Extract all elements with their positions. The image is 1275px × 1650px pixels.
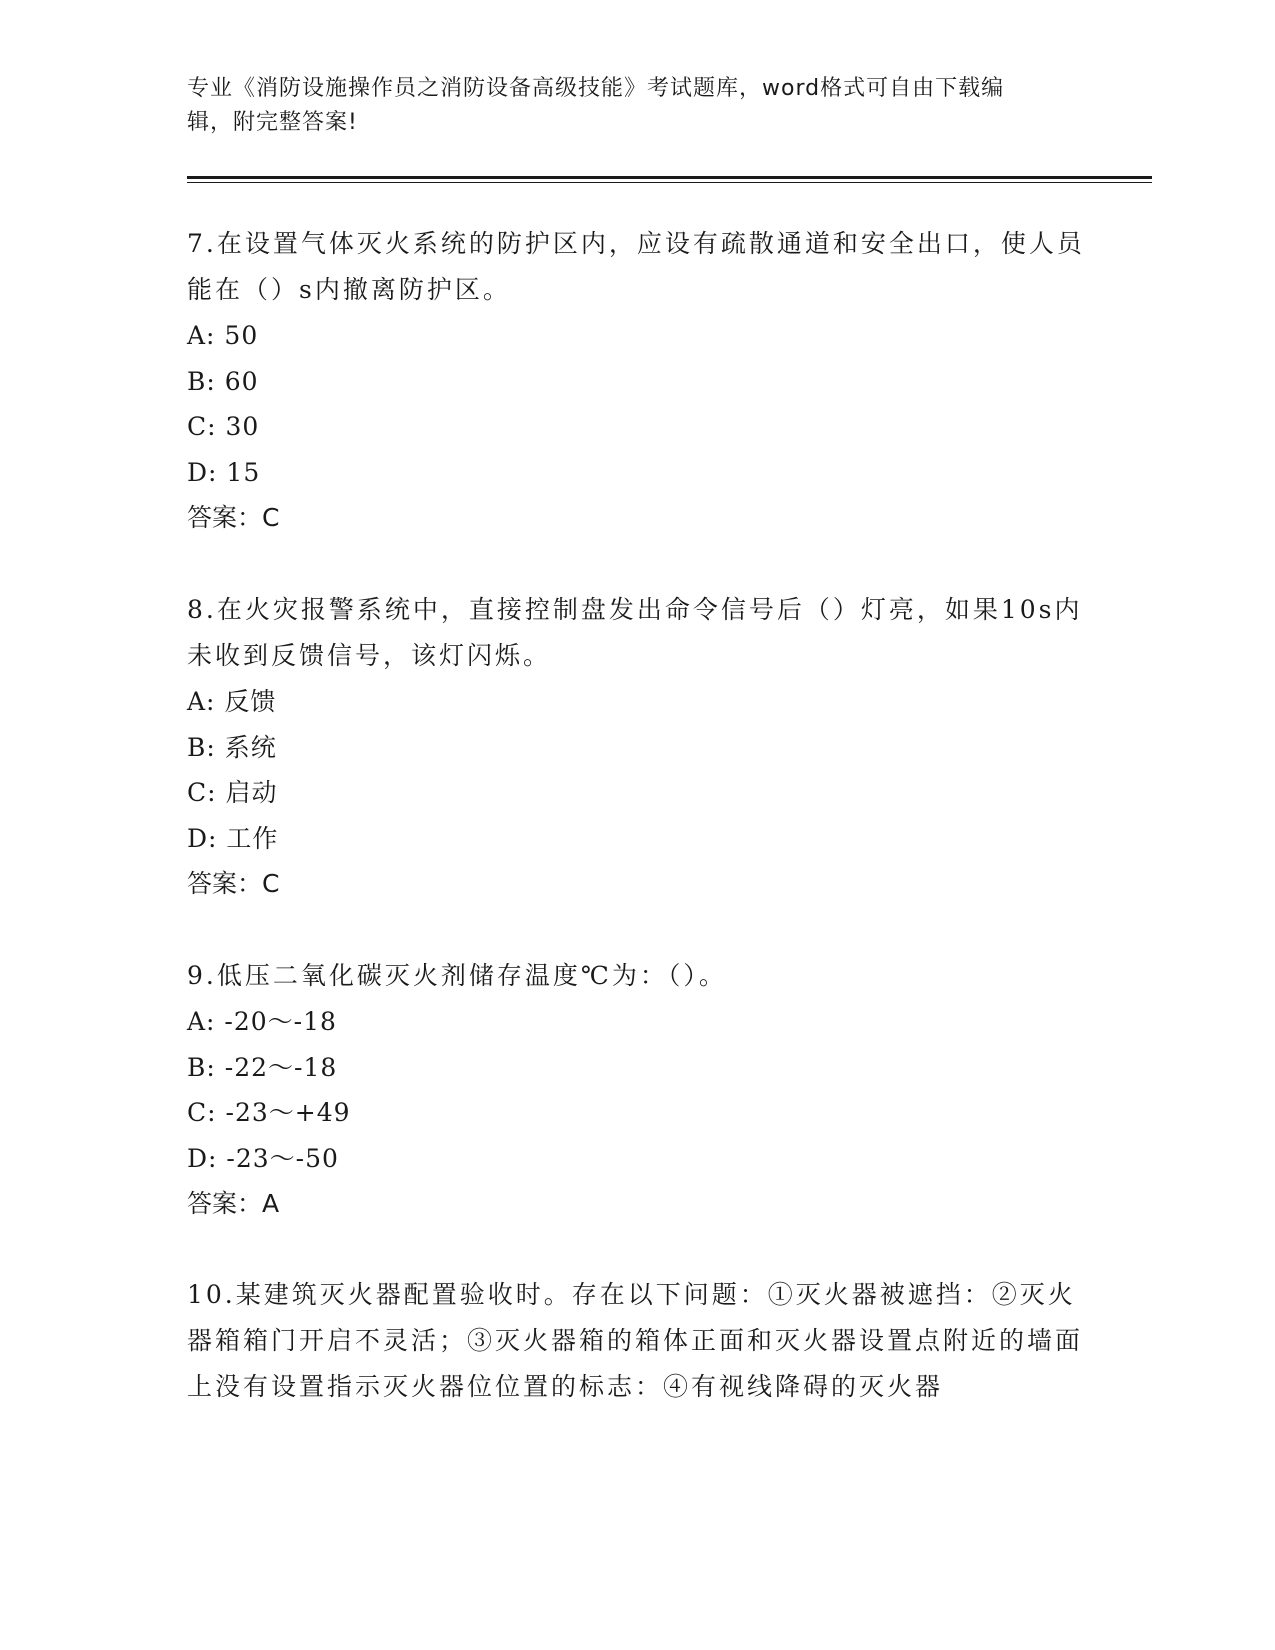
answer: 答案：C — [187, 869, 280, 898]
option-d: D: -23～-50 — [187, 1143, 339, 1173]
header-divider-thin — [187, 182, 1152, 183]
option-a: A: 50 — [187, 321, 259, 350]
option-c: C: 30 — [187, 412, 260, 441]
header-line-1: 专业《消防设施操作员之消防设备高级技能》考试题库，word格式可自由下载编 — [187, 76, 1005, 101]
question-text: 9.低压二氧化碳灭火剂储存温度℃为：（）。 — [187, 961, 727, 990]
answer: 答案：C — [187, 503, 280, 532]
option-a: A: 反馈 — [187, 687, 277, 716]
question-10 — [187, 1272, 1087, 1410]
question-text: 7.在设置气体灭火系统的防护区内，应设有疏散通道和安全出口，使人员能在（）s内撤离防护区。 — [187, 229, 1085, 304]
document-header — [187, 72, 1067, 140]
question-9 — [187, 953, 1087, 1227]
option-b: B: 系统 — [187, 732, 277, 762]
option-d: D: 工作 — [187, 823, 279, 853]
question-text: 10.某建筑灭火器配置验收时。存在以下问题：①灭火器被遮挡：②灭火器箱箱门开启不灵活；③灭火器箱的箱体正面和灭火器设置点附近的墙面上没有设置指示灭火器位位置的标志：④有视线降碍的灭火器 — [187, 1280, 1084, 1401]
option-b: B: -22～-18 — [187, 1052, 338, 1082]
header-line-2: 辑，附完整答案! — [187, 110, 358, 135]
option-b: B: 60 — [187, 366, 259, 396]
option-a: A: -20～-18 — [187, 1007, 337, 1036]
option-c: C: -23～+49 — [187, 1098, 351, 1127]
header-divider-thick — [187, 176, 1152, 179]
answer: 答案：A — [187, 1189, 280, 1218]
question-8 — [187, 587, 1087, 907]
question-text: 8.在火灾报警系统中，直接控制盘发出命令信号后（）灯亮，如果10s内未收到反馈信号，该灯闪烁。 — [187, 595, 1083, 670]
question-7 — [187, 221, 1087, 541]
option-d: D: 15 — [187, 457, 261, 487]
option-c: C: 启动 — [187, 778, 278, 807]
